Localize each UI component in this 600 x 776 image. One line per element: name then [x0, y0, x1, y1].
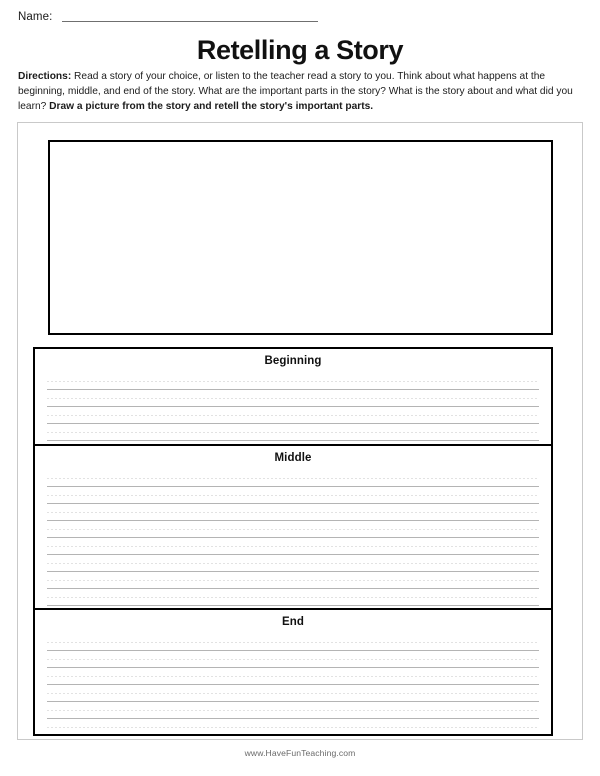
rule-group: [47, 407, 539, 424]
section-end-writing-lines[interactable]: [47, 634, 539, 731]
rule-dotted-line: [47, 676, 539, 677]
page-title: Retelling a Story: [196, 35, 404, 65]
rule-group: [47, 651, 539, 668]
directions-body-text: Read a story of your choice, or listen to the teacher read a story to you. Think about what happens at the beginning, middle, and end of the story. What are the important parts in the story? What is the story about and what did you learn?: [18, 71, 573, 112]
section-middle-writing-lines[interactable]: [47, 470, 539, 606]
rule-dotted-line: [47, 432, 539, 433]
section-beginning-title: Beginning: [264, 355, 322, 367]
rule-dotted-line: [47, 659, 539, 660]
rule-group: [47, 668, 539, 685]
name-label: Name:: [18, 11, 53, 23]
rule-group: [47, 521, 539, 538]
section-end-title: End: [281, 616, 305, 628]
name-field-row: [18, 12, 318, 24]
rule-dotted-line: [47, 512, 539, 513]
section-beginning-writing-lines[interactable]: [47, 373, 539, 442]
rule-dotted-line: [47, 642, 539, 643]
footer-website: www.HaveFunTeaching.com: [244, 748, 356, 758]
rule-group: [47, 538, 539, 555]
drawing-box[interactable]: [48, 140, 553, 335]
rule-dotted-line: [47, 398, 539, 399]
rule-group: [47, 424, 539, 441]
rule-group: [47, 702, 539, 719]
rule-dotted-line: [47, 415, 539, 416]
retelling-sections: [33, 347, 553, 736]
rule-group: [47, 504, 539, 521]
rule-dotted-line: [47, 710, 539, 711]
rule-group: [47, 634, 539, 651]
rule-solid-line: [47, 605, 539, 606]
section-middle-title: Middle: [274, 452, 312, 464]
rule-group: [47, 719, 539, 733]
rule-dotted-line: [47, 580, 539, 581]
directions-paragraph: [18, 70, 582, 114]
rule-group: [47, 470, 539, 487]
rule-dotted-line: [47, 529, 539, 530]
rule-dotted-line: [47, 727, 539, 728]
rule-dotted-line: [47, 546, 539, 547]
rule-dotted-line: [47, 693, 539, 694]
rule-solid-line: [47, 440, 539, 441]
directions-emphasis-text: Draw a picture from the story and retell the story's important parts.: [49, 100, 374, 112]
section-middle[interactable]: [35, 444, 551, 608]
rule-dotted-line: [47, 381, 539, 382]
rule-group: [47, 572, 539, 589]
rule-dotted-line: [47, 495, 539, 496]
rule-group: [47, 685, 539, 702]
rule-group: [47, 390, 539, 407]
section-beginning[interactable]: [35, 349, 551, 444]
directions-lead-label: Directions:: [18, 71, 72, 82]
name-write-line[interactable]: [62, 21, 318, 22]
rule-dotted-line: [47, 597, 539, 598]
rule-group: [47, 373, 539, 390]
rule-group: [47, 487, 539, 504]
rule-dotted-line: [47, 478, 539, 479]
section-end[interactable]: [35, 608, 551, 733]
rule-group: [47, 555, 539, 572]
rule-dotted-line: [47, 563, 539, 564]
rule-group: [47, 589, 539, 606]
